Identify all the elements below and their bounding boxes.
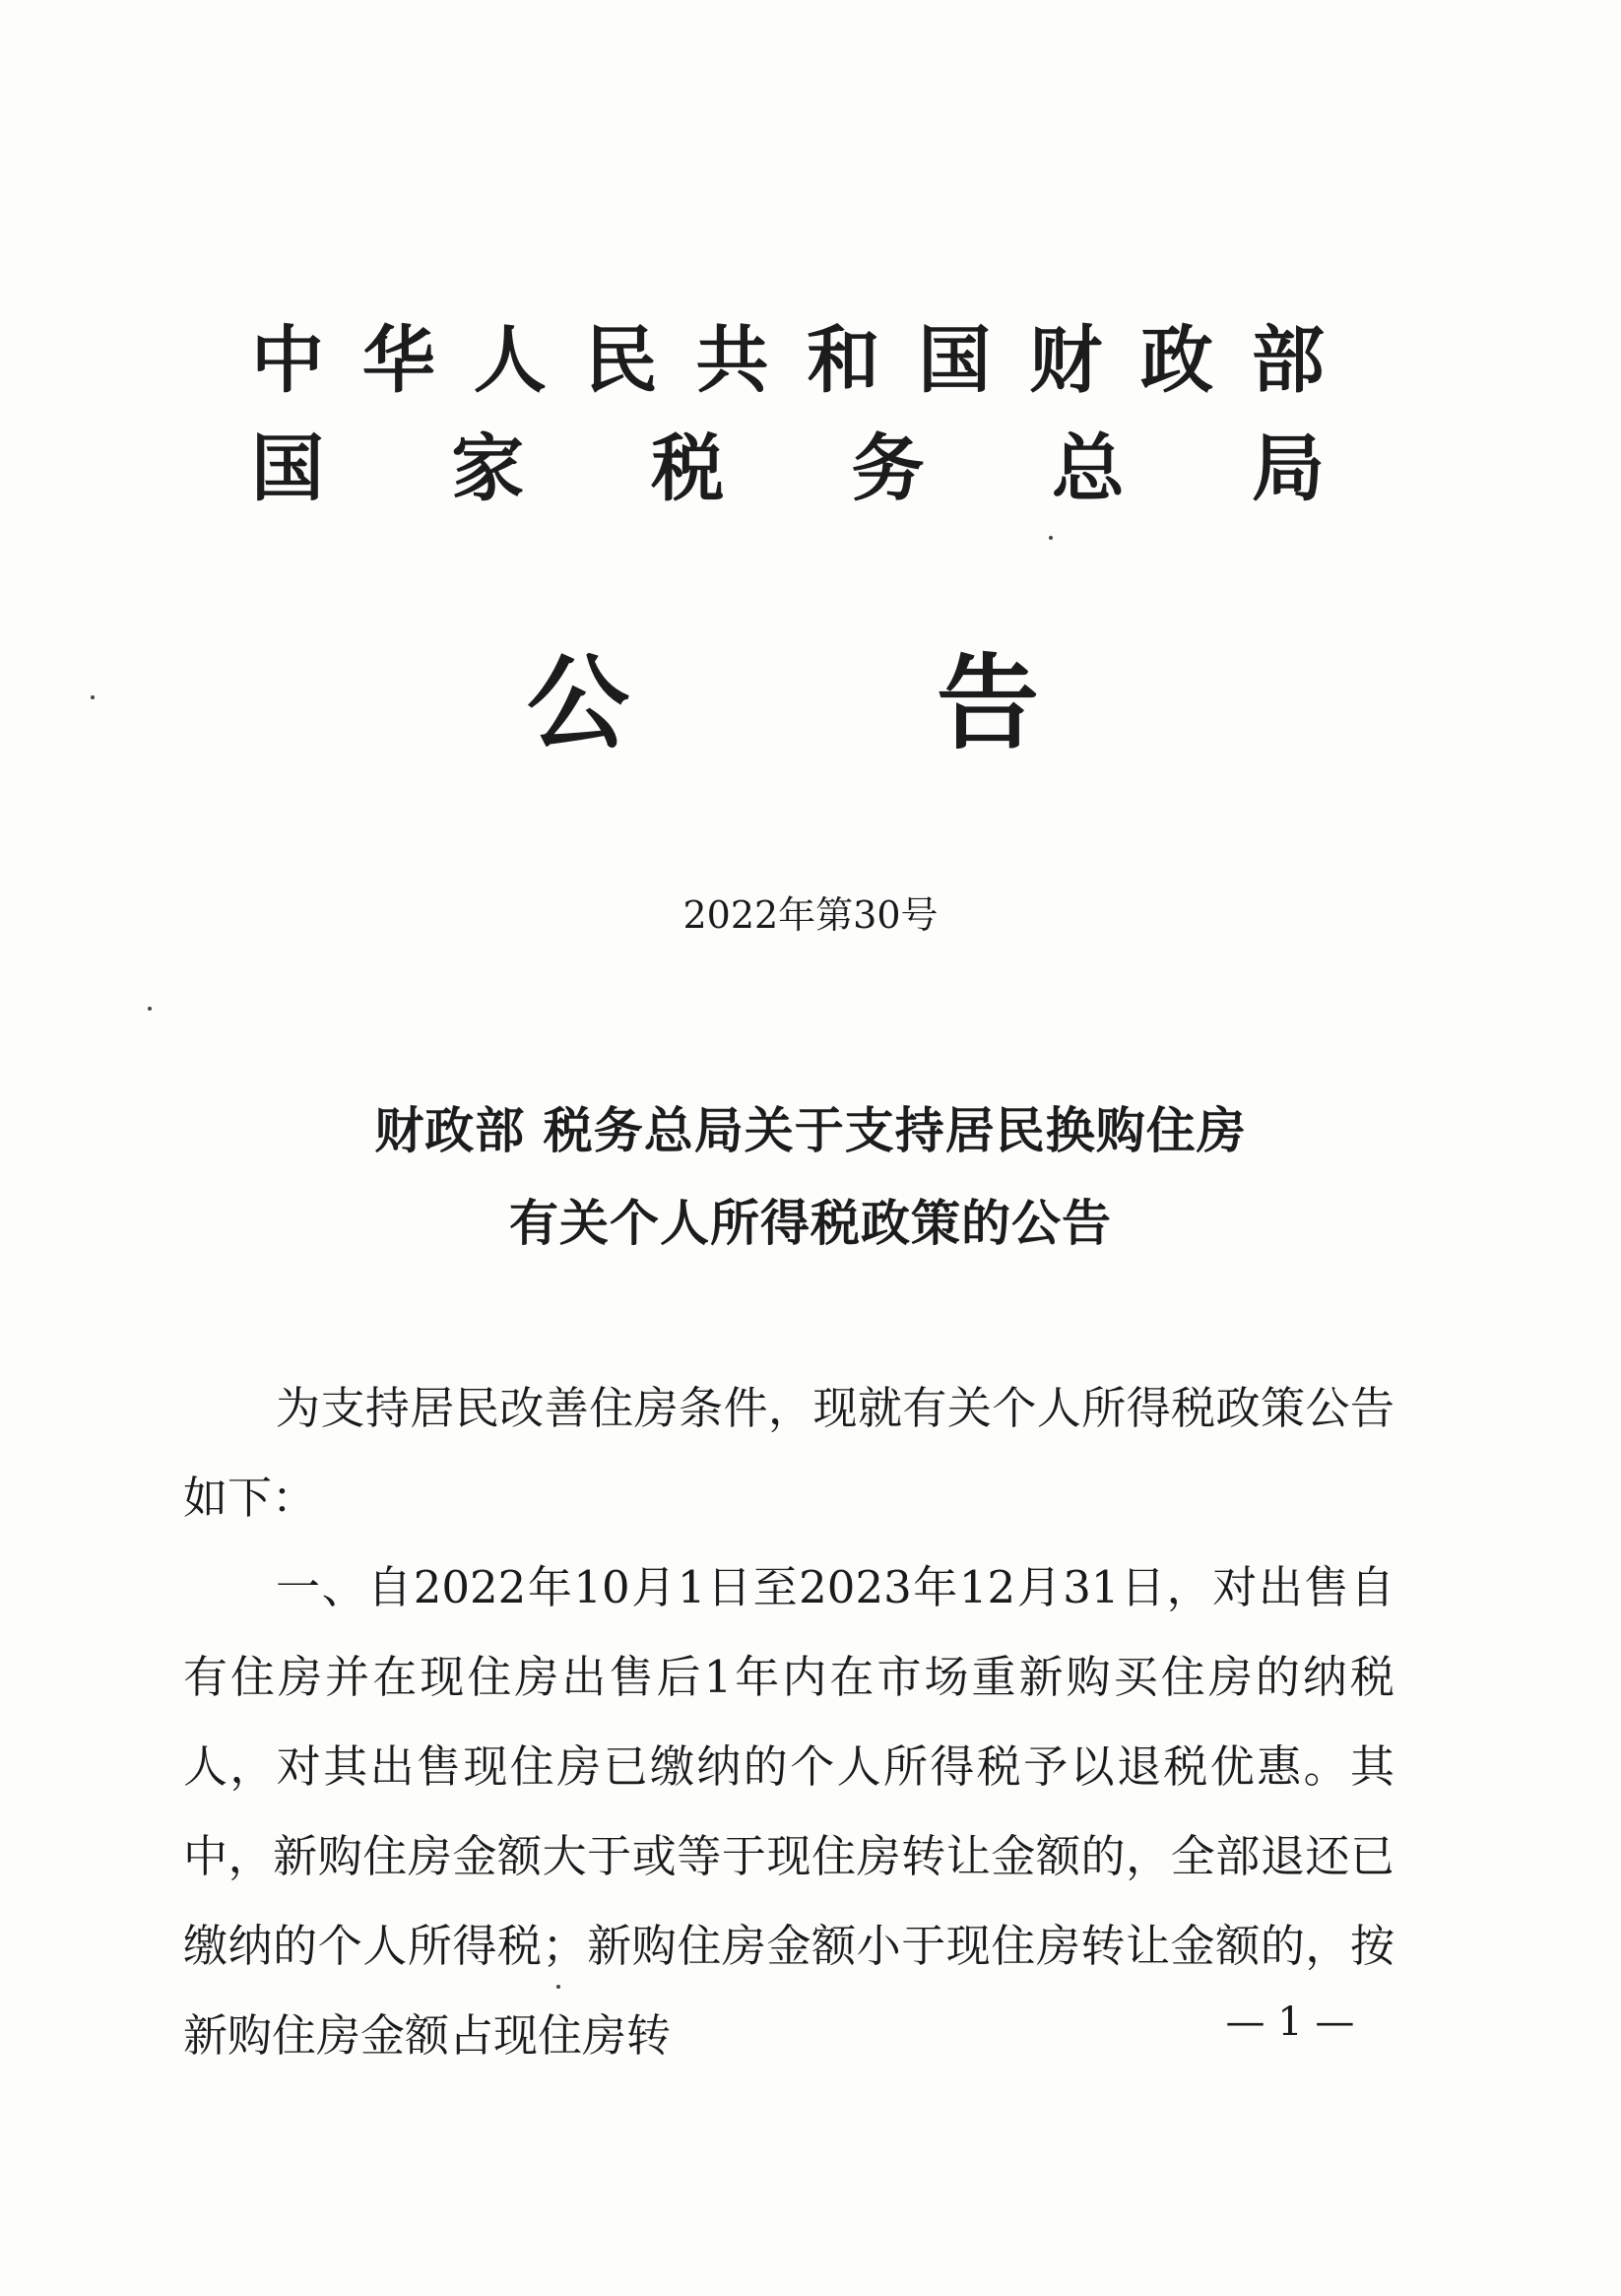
issuer-1-char: 中 [251,318,324,403]
issuer-1-char: 部 [1251,318,1325,403]
body-paragraph-intro: 为支持居民改善住房条件，现就有关个人所得税政策公告如下： [183,1382,1394,1524]
announcement-title-line-1: 财政部 税务总局关于支持居民换购住房 [374,1102,1247,1159]
page-number: — 1 — [1225,2000,1355,2045]
issuer-state-taxation-administration [251,409,1325,517]
announcement-title-line-2: 有关个人所得税政策的公告 [509,1195,1112,1252]
issuer-2-char: 家 [451,426,525,511]
issuer-ministry-of-finance [251,300,1325,409]
scan-speck [1049,536,1053,540]
issuer-1-char: 共 [695,318,769,403]
issuer-2-char: 总 [1051,426,1125,511]
issuer-2-char: 局 [1251,426,1325,511]
scan-speck [556,1985,560,1989]
document-type-heading [527,630,1039,763]
announcement-body [183,1363,1394,2080]
scan-speck [91,695,95,699]
issuer-1-char: 和 [807,318,880,403]
doc-type-char: 告 [936,643,1039,763]
issuer-1-char: 民 [584,318,658,403]
scan-speck [148,1007,152,1011]
issuer-2-char: 税 [651,426,725,511]
issuer-2-char: 国 [251,426,324,511]
doc-type-char: 公 [527,643,630,763]
document-number: 2022年第30号 [682,893,939,937]
issuer-1-char: 政 [1140,318,1213,403]
issuer-1-char: 国 [918,318,992,403]
issuer-1-char: 华 [361,318,435,403]
issuer-1-char: 人 [473,318,547,403]
body-paragraph-1: 一、自2022年10月1日至2023年12月31日，对出售自有住房并在现住房出售后1年内在市场重新购买住房的纳税人，对其出售现住房已缴纳的个人所得税予以退税优惠。其中，新购住房金额大于或等于现住房转让金额的，全部退还已缴纳的个人所得税；新购住房金额小于现住房转让金额的，按新购住房金额占现住房转 [183,1561,1394,2062]
issuer-2-char: 务 [851,426,925,511]
issuer-1-char: 财 [1029,318,1103,403]
